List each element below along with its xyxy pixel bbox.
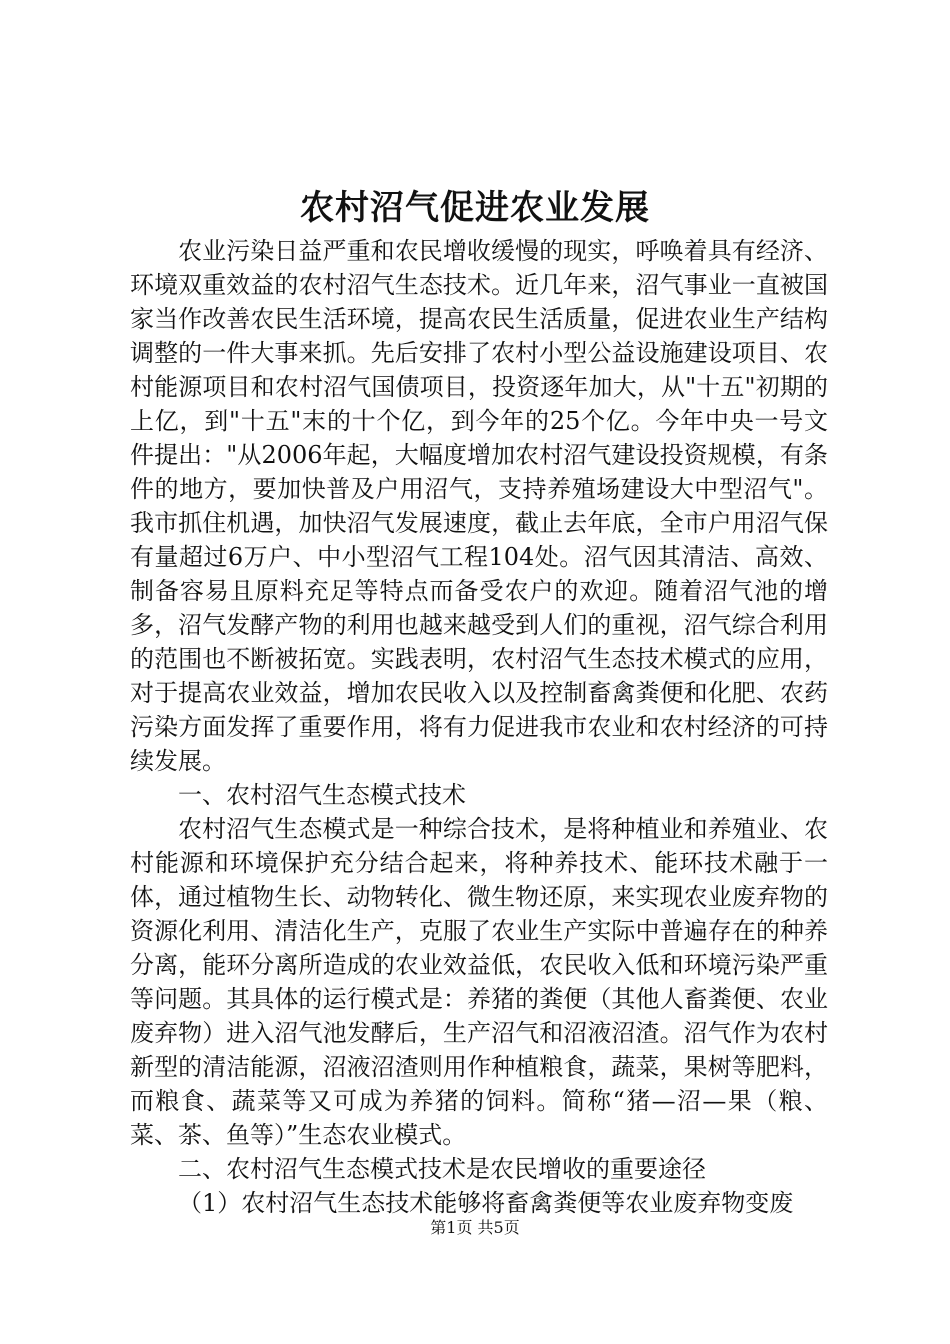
section-heading-1: 一、农村沼气生态模式技术 <box>178 781 466 809</box>
section-heading-2: 二、农村沼气生态模式技术是农民增收的重要途径 <box>178 1155 706 1183</box>
section-2-item-1: （1）农村沼气生态技术能够将畜禽粪便等农业废弃物变废 <box>178 1189 794 1217</box>
section-1-paragraph: 农村沼气生态模式是一种综合技术，是将种植业和养殖业、农村能源和环境保护充分结合起来，将种养技术、能环技术融于一体，通过植物生长、动物转化、微生物还原，来实现农业废弃物的资源化利用、清洁化生产，克服了农业生产实际中普遍存在的种养分离，能环分离所造成的农业效益低，农民收入低和环境污染严重等问题。其具体的运行模式是：养猪的粪便（其他人畜粪便、农业废弃物）进入沼气池发酵后，生产沼气和沼液沼渣。沼气作为农村新型的清洁能源，沼液沼渣则用作种植粮食，蔬菜，果树等肥料，而粮食、蔬菜等又可成为养猪的饲料。简称“猪—沼—果（粮、菜、茶、鱼等）”生态农业模式。 <box>130 815 828 1149</box>
document-body <box>130 234 828 1220</box>
document-title: 农村沼气促进农业发展 <box>300 188 650 228</box>
intro-paragraph: 农业污染日益严重和农民增收缓慢的现实，呼唤着具有经济、环境双重效益的农村沼气生态技术。近几年来，沼气事业一直被国家当作改善农民生活环境，提高农民生活质量，促进农业生产结构调整的一件大事来抓。先后安排了农村小型公益设施建设项目、农村能源项目和农村沼气国债项目，投资逐年加大，从"十五"初期的上亿，到"十五"末的十个亿，到今年的25个亿。今年中央一号文件提出："从2006年起，大幅度增加农村沼气建设投资规模，有条件的地方，要加快普及户用沼气，支持养殖场建设大中型沼气"。我市抓住机遇，加快沼气发展速度，截止去年底，全市户用沼气保有量超过6万户、中小型沼气工程104处。沼气因其清洁、高效、制备容易且原料充足等特点而备受农户的欢迎。随着沼气池的增多，沼气发酵产物的利用也越来越受到人们的重视，沼气综合利用的范围也不断被拓宽。实践表明，农村沼气生态技术模式的应用，对于提高农业效益，增加农民收入以及控制畜禽粪便和化肥、农药污染方面发挥了重要作用，将有力促进我市农业和农村经济的可持续发展。 <box>130 237 828 775</box>
page-number-footer: 第1页 共5页 <box>430 1218 520 1237</box>
